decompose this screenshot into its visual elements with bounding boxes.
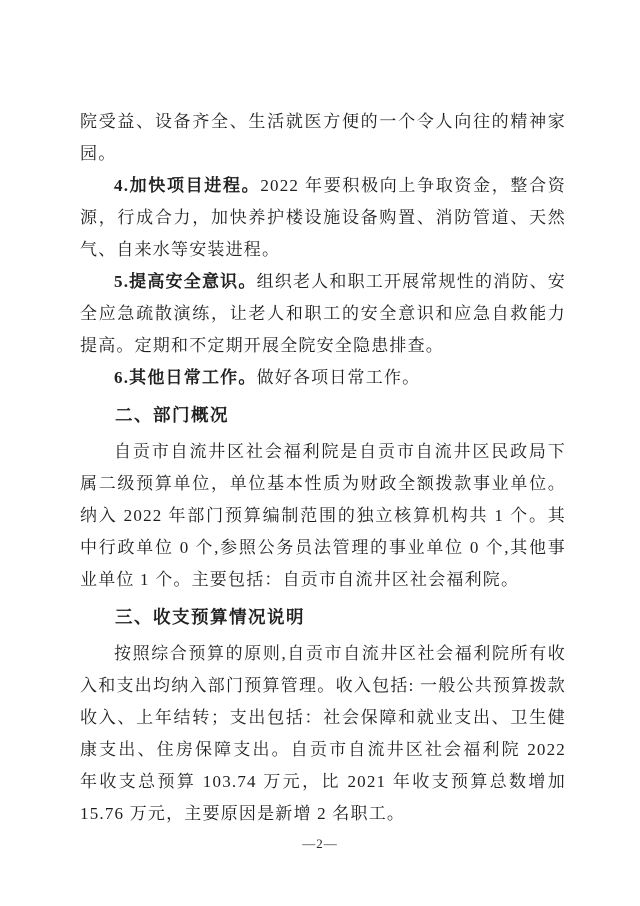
paragraph-department-overview xyxy=(80,436,566,596)
paragraph-item-4 xyxy=(80,170,566,266)
paragraph-text: 自贡市自流井区社会福利院是自贡市自流井区民政局下属二级预算单位，单位基本性质为财政全额拨款事业单位。纳入 2022 年部门预算编制范围的独立核算机构共 1 个。其中行政单位 0 个,参照公务员法管理的事业单位 0 个,其他事业单位 1 个。主要包括：自贡市自流井区社会福利院。 xyxy=(80,442,566,589)
paragraph-text: 组织老人和职工开展常规性的消防、安全应急疏散演练，让老人和职工的安全意识和应急自救能力提高。定期和不定期开展全院安全隐患排查。 xyxy=(80,272,566,355)
section-heading-2 xyxy=(80,399,566,431)
document-content xyxy=(80,106,566,830)
paragraph-budget-explanation xyxy=(80,638,566,830)
paragraph-text: 2022 年要积极向上争取资金，整合资源，行成合力，加快养护楼设施设备购置、消防管道、天然气、自来水等安装进程。 xyxy=(80,176,566,259)
heading-text: 二、部门概况 xyxy=(115,405,229,425)
paragraph-text: 院受益、设备齐全、生活就医方便的一个令人向往的精神家园。 xyxy=(80,112,566,163)
paragraph-text: 做好各项日常工作。 xyxy=(256,368,421,387)
paragraph-continuation xyxy=(80,106,566,170)
heading-text: 三、收支预算情况说明 xyxy=(115,607,305,627)
page-number: —2— xyxy=(302,836,338,851)
paragraph-lead: 4.加快项目进程。 xyxy=(114,176,261,195)
page-footer xyxy=(0,836,640,852)
paragraph-item-5 xyxy=(80,266,566,362)
paragraph-lead: 5.提高安全意识。 xyxy=(114,272,257,291)
paragraph-item-6 xyxy=(80,362,566,394)
section-heading-3 xyxy=(80,601,566,633)
paragraph-text: 按照综合预算的原则,自贡市自流井区社会福利院所有收入和支出均纳入部门预算管理。收入包括: 一般公共预算拨款收入、上年结转；支出包括：社会保障和就业支出、卫生健康支出、住房保障支出。自贡市自流井区社会福利院 2022 年收支总预算 103.74 万元，比 2021 年收支预算总数增加 15.76 万元，主要原因是新增 2 名职工。 xyxy=(80,644,566,823)
paragraph-lead: 6.其他日常工作。 xyxy=(114,368,257,387)
